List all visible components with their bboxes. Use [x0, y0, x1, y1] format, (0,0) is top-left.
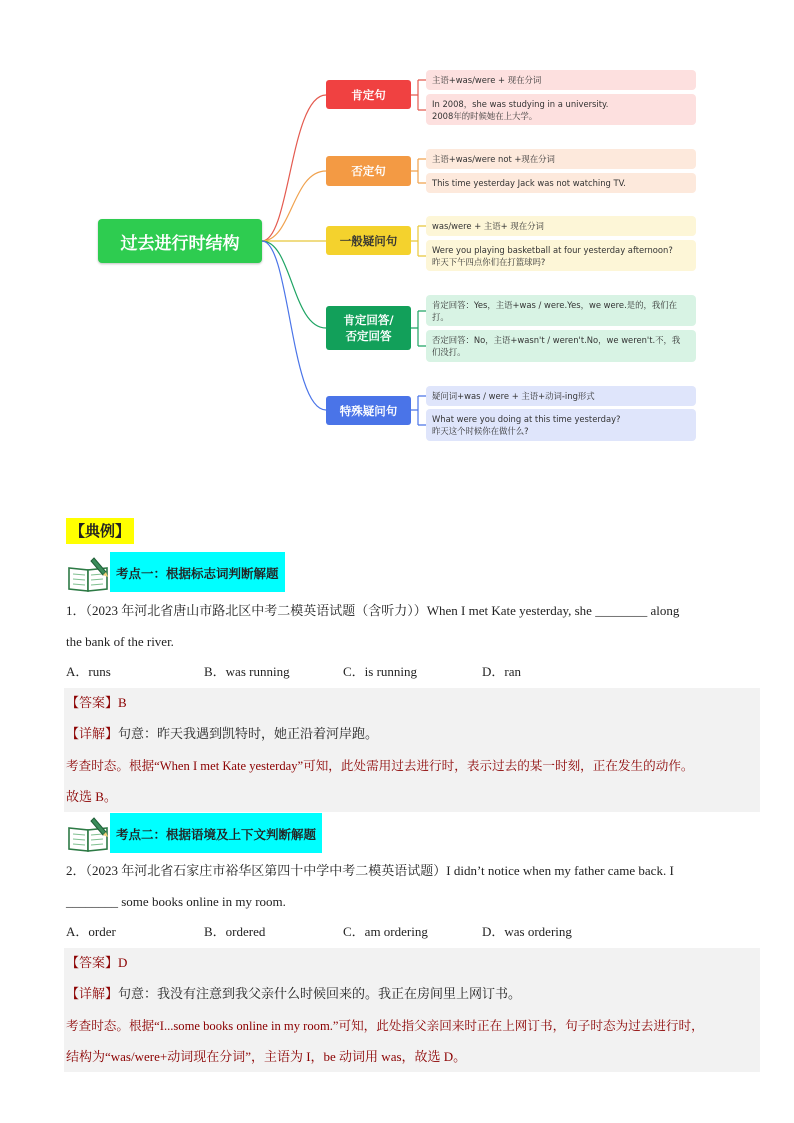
mindmap-leaf-line: 2008年的时候她在上大学。: [432, 110, 538, 121]
mindmap-leaf-4-0: [426, 386, 696, 406]
kaodian-2-label: 考点二：根据语境及上下文判断解题: [110, 813, 322, 853]
analysis-1-line2: 故选 B。: [66, 789, 117, 804]
mindmap-leaf-2-0: [426, 216, 696, 236]
mindmap-root: 过去进行时结构: [98, 219, 262, 263]
book-pen-icon: [66, 556, 112, 592]
mindmap-leaf-line: 疑问词+was / were + 主语+动词-ing形式: [432, 391, 595, 401]
question-1-option-b: B．was running: [204, 664, 290, 679]
question-1-stem-line1: 1．（2023 年河北省唐山市路北区中考二模英语试题（含听力））When I met Kate yesterday, she ________ along: [66, 603, 680, 618]
mindmap-leaf-line: 昨天这个时候你在做什么?: [432, 426, 529, 436]
connector-branch-1: [262, 171, 326, 241]
mindmap-branch-2: 一般疑问句: [326, 226, 411, 255]
connector-branch-3: [262, 241, 326, 328]
question-2-option-b: B．ordered: [204, 924, 266, 939]
question-1-answer-block: [64, 688, 760, 812]
question-1-option-c: C．is running: [343, 664, 418, 679]
mindmap-leaf-2-1: [426, 240, 696, 271]
mindmap-leaf-3-1: [426, 330, 696, 362]
question-2-option-c: C．am ordering: [343, 924, 428, 939]
mindmap-leaf-0-0: [426, 70, 696, 90]
mindmap-leaf-0-1: [426, 94, 696, 125]
question-1-option-d: D．ran: [482, 664, 521, 679]
connector-branch-0: [262, 95, 326, 241]
mindmap-leaf-line: In 2008，she was studying in a university.: [432, 98, 609, 109]
question-1-stem-line2: the bank of the river.: [66, 634, 174, 649]
section-heading: 【典例】: [66, 518, 134, 544]
mindmap-branch-3: 肯定回答/ 否定回答: [326, 306, 411, 350]
mindmap-leaf-line: 昨天下午四点你们在打篮球吗?: [432, 256, 546, 267]
question-1-option-a: A．runs: [66, 664, 111, 679]
mindmap-leaf-line: Were you playing basketball at four yesterday afternoon?: [432, 244, 673, 255]
mindmap-leaf-4-1: [426, 409, 696, 441]
mindmap-leaf-line: This time yesterday Jack was not watching TV.: [432, 178, 626, 188]
question-2-option-d: D．was ordering: [482, 924, 572, 939]
mindmap-leaf-line: 主语+was/were not +现在分词: [432, 154, 555, 164]
question-2-stem-line1: 2．（2023 年河北省石家庄市裕华区第四十中学中考二模英语试题）I didn’t notice when my father came back. I: [66, 863, 674, 878]
book-pen-icon: [66, 816, 112, 852]
mindmap-branch-0: 肯定句: [326, 80, 411, 109]
mindmap-leaf-1-0: [426, 149, 696, 169]
mindmap-leaf-line: 打。: [432, 311, 449, 322]
answer-1-tag: 【答案】: [66, 696, 119, 711]
mindmap-leaf-line: 否定回答：No，主语+wasn't / weren't.No，we weren't.不，我: [432, 335, 681, 345]
question-2-stem-line2: ________ some books online in my room.: [66, 894, 286, 909]
detail-2-tag: 【详解】: [66, 987, 119, 1002]
detail-2-text: 句意：我没有注意到我父亲什么时候回来的。我正在房间里上网订书。: [118, 986, 522, 1001]
mindmap-leaf-line: 肯定回答：Yes，主语+was / were.Yes，we were.是的，我们在: [432, 299, 677, 310]
mindmap-leaf-3-0: [426, 295, 696, 326]
analysis-2-line1: 考查时态。根据“I...some books online in my room.”可知，此处指父亲回来时正在上网订书，句子时态为过去进行时，: [66, 1019, 704, 1033]
answer-2-value: D: [118, 955, 128, 970]
answer-2-tag: 【答案】: [66, 956, 119, 971]
detail-1-tag: 【详解】: [66, 727, 119, 742]
detail-1-text: 句意：昨天我遇到凯特时，她正沿着河岸跑。: [118, 726, 379, 741]
answer-1-value: B: [118, 695, 127, 710]
kaodian-1-label: 考点一：根据标志词判断解题: [110, 552, 285, 592]
mindmap-branch-1: 否定句: [326, 156, 411, 186]
mindmap-branch-4: 特殊疑问句: [326, 396, 411, 425]
question-2-answer-block: [64, 948, 760, 1072]
mindmap-leaf-1-1: [426, 173, 696, 193]
mindmap-leaf-line: was/were + 主语+ 现在分词: [432, 221, 544, 231]
analysis-1-line1: 考查时态。根据“When I met Kate yesterday”可知，此处需用过去进行时，表示过去的某一时刻，正在发生的动作。: [66, 759, 694, 773]
mindmap-leaf-line: 主语+was/were + 现在分词: [432, 75, 542, 85]
question-2-option-a: A．order: [66, 924, 116, 939]
mindmap-leaf-line: What were you doing at this time yesterday?: [432, 414, 621, 424]
mindmap-leaf-line: 们没打。: [432, 347, 466, 357]
analysis-2-line2: 结构为“was/were+动词现在分词”，主语为 I，be 动词用 was，故选 D。: [66, 1049, 467, 1064]
